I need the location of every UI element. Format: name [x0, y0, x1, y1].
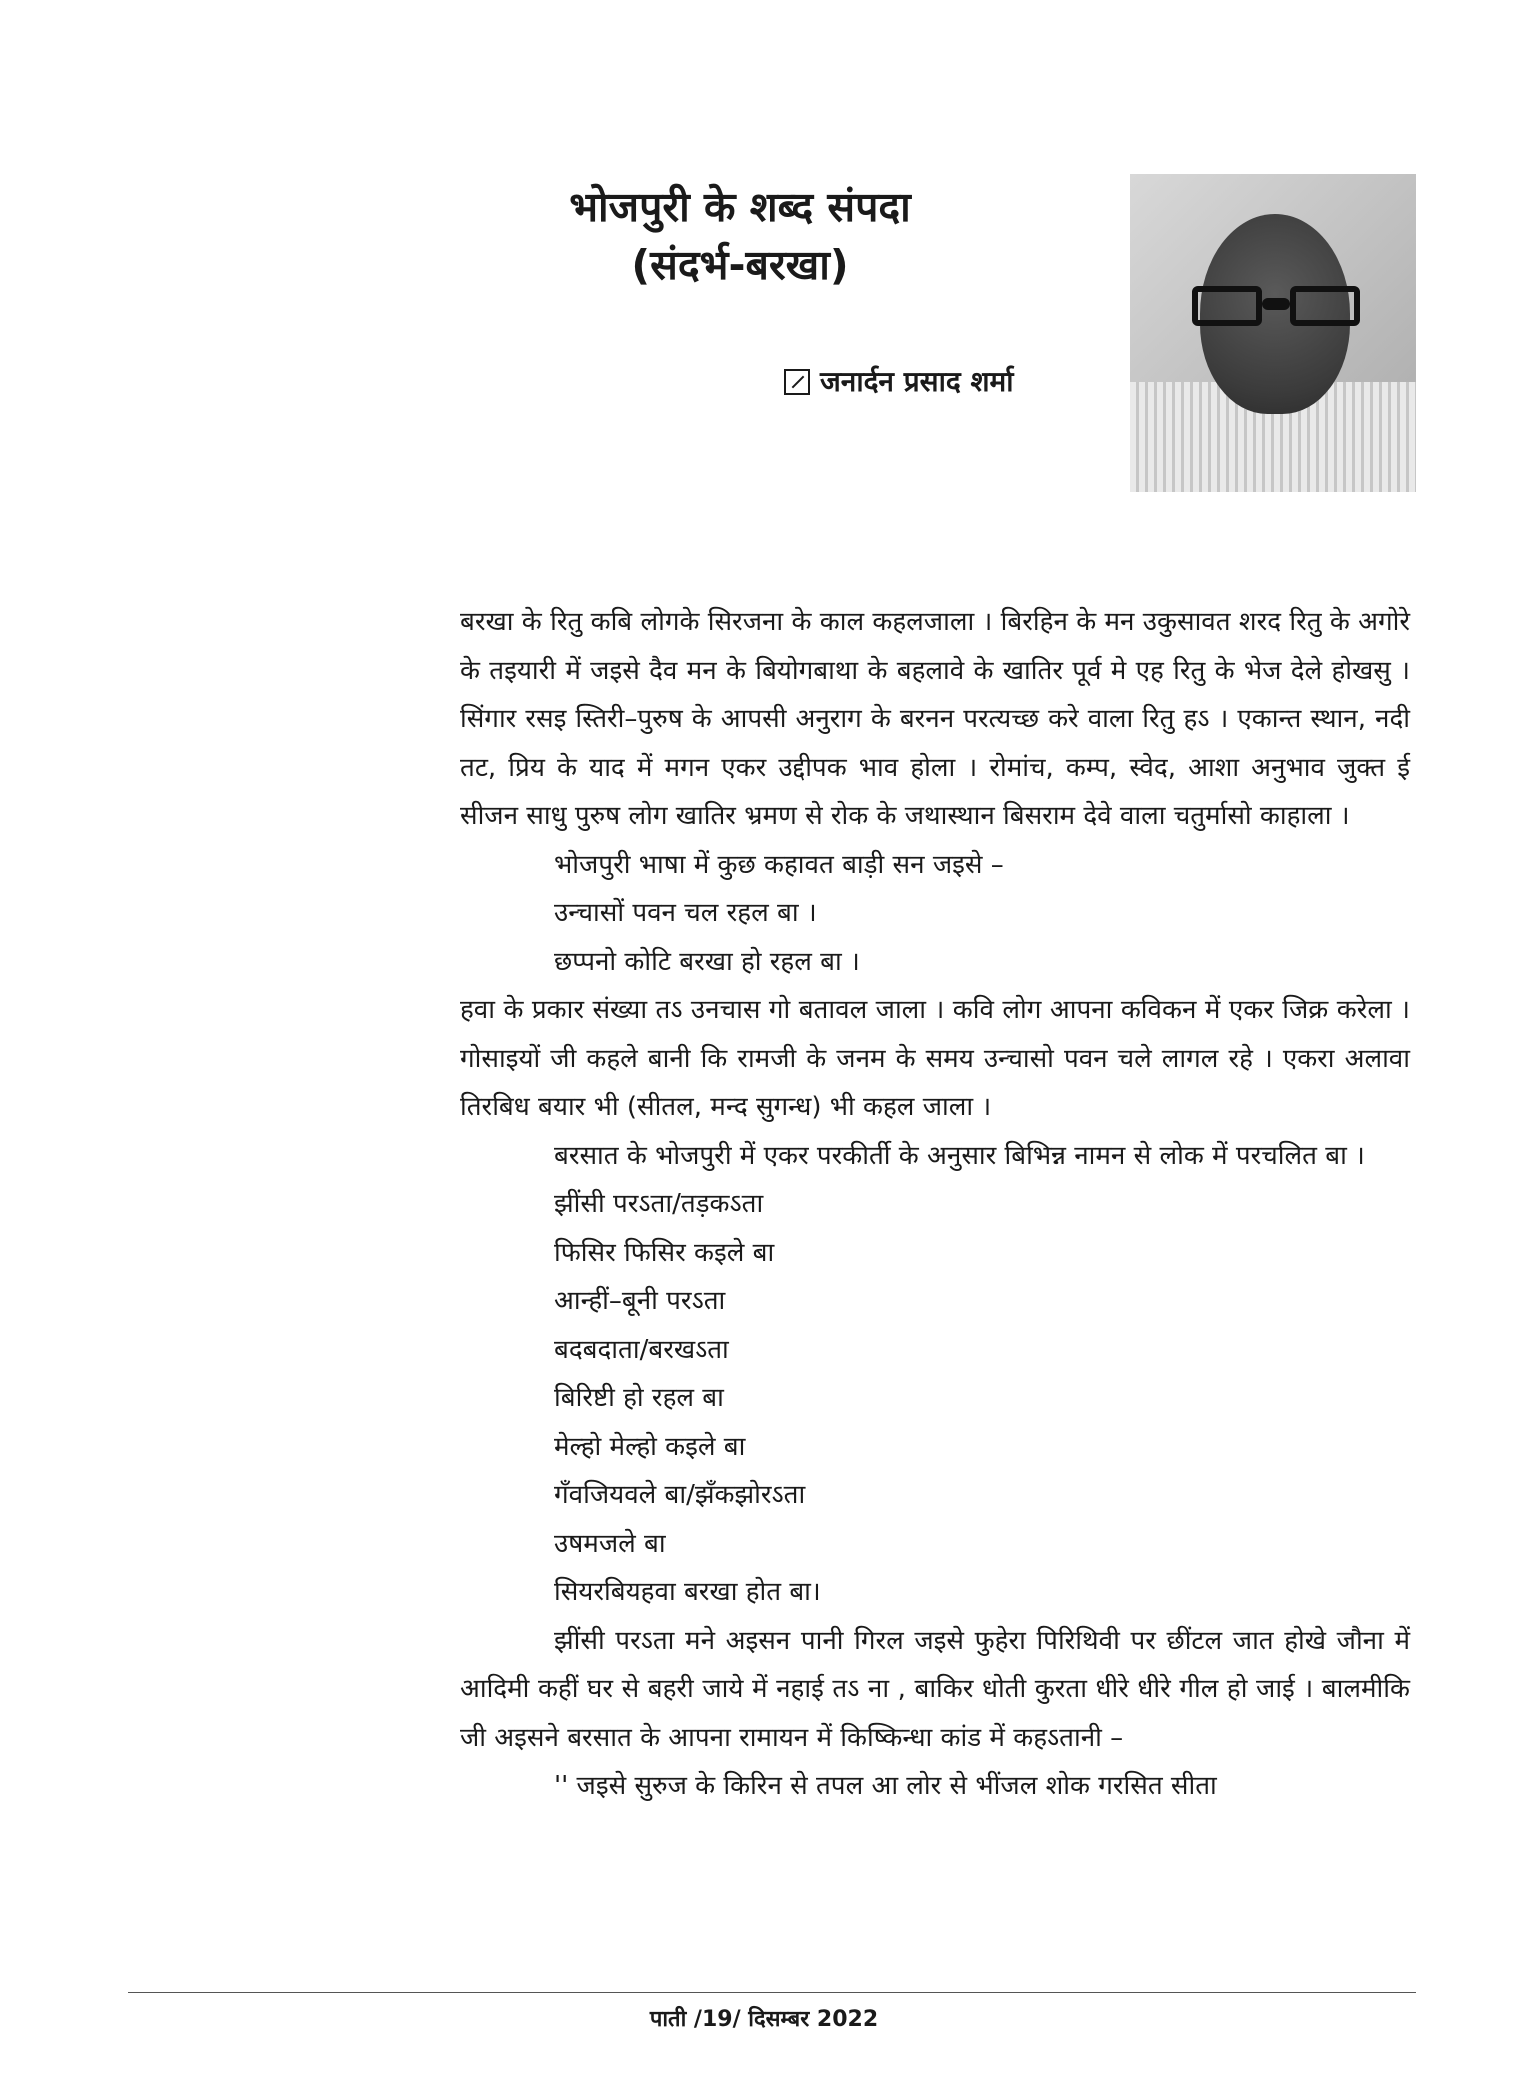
proverb-line: उन्चासों पवन चल रहल बा ।: [554, 898, 817, 928]
proverb-intro: भोजपुरी भाषा में कुछ कहावत बाड़ी सन जइसे –: [554, 849, 1004, 880]
paragraph-names: बरसात के भोजपुरी में एकर परकीर्ती के अनुसार बिभिन्न नामन से लोक में परचलित बा ।: [554, 1140, 1365, 1171]
paragraph-intro: बरखा के रितु कबि लोगके सिरजना के काल कहलजाला । बिरहिन के मन उकुसावत शरद रितु के अगोरे के तइयारी में जइसे दैव मन के बियोगबाथा के बहलावे के खातिर पूर्व मे एह रितु के भेज देले होखसु । सिंगार रसइ स्तिरी–पुरुष के आपसी अनुराग के बरनन परत्यच्छ करे वाला रितु हऽ । एकान्त स्थान, नदी तट, प्रिय के याद में मगन एकर उद्दीपक भाव होला । रोमांच, कम्प, स्वेद, आशा अनुभाव जुक्त ई सीजन साधु पुरुष लोग खातिर भ्रमण से रोक के जथास्थान बिसराम देवे वाला चतुर्मासो काहाला ।: [460, 607, 1410, 831]
list-item: सियरबियहवा बरखा होत बा।: [554, 1577, 821, 1607]
glasses: [1192, 286, 1360, 328]
list-item: बिरिष्टी हो रहल बा: [554, 1383, 724, 1413]
page-footer: पाती /19/ दिसम्बर 2022: [649, 2007, 879, 2032]
title-line-2: (संदर्भ-बरखा): [631, 241, 849, 289]
proverb-line: छप्पनो कोटि बरखा हो रहल बा ।: [554, 946, 860, 977]
article-title: [520, 178, 960, 294]
article-body: [460, 598, 1410, 1811]
author-byline: [784, 362, 1014, 402]
footer-divider: [128, 1992, 1416, 1993]
list-item: फिसिर फिसिर कइले बा: [554, 1237, 775, 1268]
list-item: उषमजले बा: [554, 1528, 666, 1559]
list-item: बदबदाता/बरखऽता: [554, 1334, 729, 1365]
list-item: आन्हीं–बूनी परऽता: [554, 1286, 726, 1316]
list-item: गँवजियवले बा/झँकझोरऽता: [554, 1480, 806, 1510]
list-item: मेल्हो मेल्हो कइले बा: [554, 1431, 746, 1462]
quote-line: '' जइसे सुरुज के किरिन से तपल आ लोर से भींजल शोक गरसित सीता: [554, 1771, 1217, 1801]
paragraph-jhinsi: झींसी परऽता मने अइसन पानी गिरल जइसे फुहेरा पिरिथिवी पर छींटल जात होखे जौना में आदिमी कहीं घर से बहरी जाये में नहाई तऽ ना , बाकिर धोती कुरता धीरे धीरे गील हो जाई । बालमीकि जी अइसने बरसात के आपना रामायन में किष्किन्धा कांड में कहऽतानी –: [460, 1625, 1410, 1753]
paragraph-wind: हवा के प्रकार संख्या तऽ उनचास गो बतावल जाला । कवि लोग आपना कविकन में एकर जिक्र करेला । गोसाइयों जी कहले बानी कि रामजी के जनम के समय उन्चासो पवन चले लागल रहे । एकरा अलावा तिरबिध बयार भी (सीतल, मन्द सुगन्ध) भी कहल जाला ।: [460, 995, 1410, 1122]
author-photo: [1130, 174, 1416, 492]
list-item: झींसी परऽता/तड़कऽता: [554, 1189, 764, 1219]
pen-writing-icon: [784, 369, 810, 395]
title-line-1: भोजपुरी के शब्द संपदा: [569, 183, 911, 231]
author-name: जनार्दन प्रसाद शर्मा: [820, 365, 1014, 398]
